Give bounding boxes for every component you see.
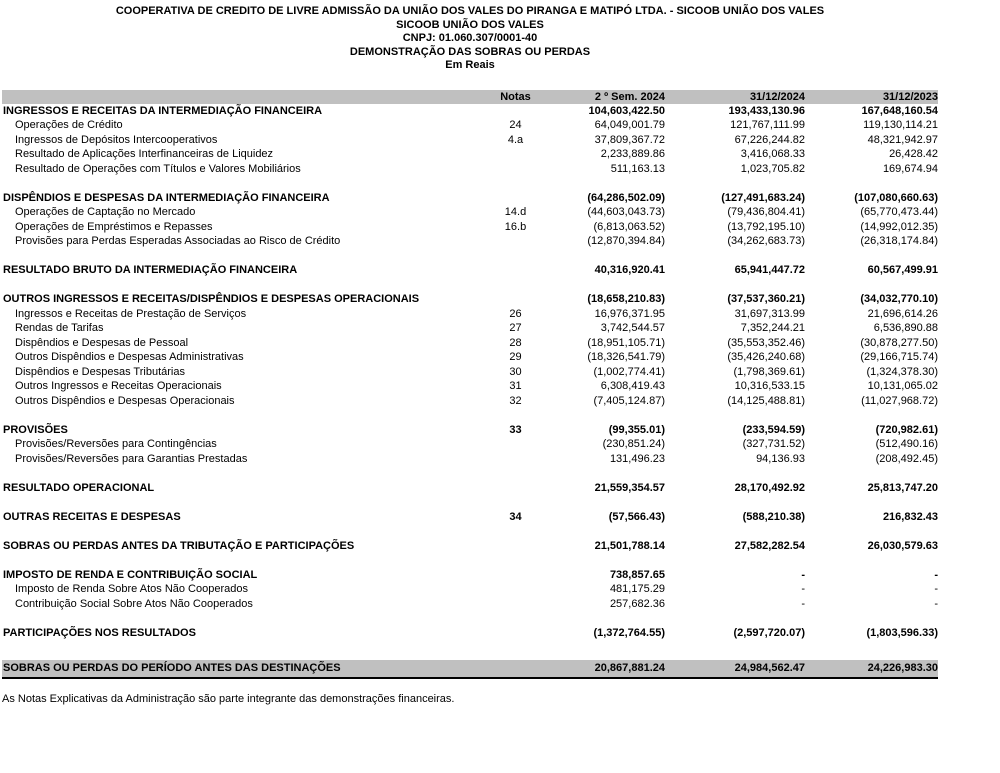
table-header-row xyxy=(2,90,938,104)
row-label: RESULTADO OPERACIONAL xyxy=(3,481,155,494)
row-label: INGRESSOS E RECEITAS DA INTERMEDIAÇÃO FINANCEIRA xyxy=(3,104,323,117)
table-row xyxy=(2,234,938,249)
table-row xyxy=(2,437,938,452)
income-statement-table xyxy=(2,90,938,680)
row-value-2023: 60,567,499.91 xyxy=(867,264,938,277)
row-value-2023: - xyxy=(934,568,938,581)
row-value-2023: 6,536,890.88 xyxy=(873,322,938,335)
row-nota xyxy=(463,660,568,677)
row-value-sem2024: 37,809,367.72 xyxy=(594,133,665,146)
row-value-sem2024: (18,951,105.71) xyxy=(587,336,665,349)
row-label: Resultado de Aplicações Interfinanceiras de Liquidez xyxy=(15,148,274,161)
table-row xyxy=(2,336,938,351)
row-value-2023: 167,648,160.54 xyxy=(861,104,938,117)
row-nota: 26 xyxy=(509,307,522,320)
row-label: Provisões/Reversões para Contingências xyxy=(15,438,217,451)
column-header-31-12-2023: 31/12/2023 xyxy=(882,90,938,103)
row-value-sem2024: 131,496.23 xyxy=(609,452,665,465)
table-row xyxy=(2,220,938,235)
table-row xyxy=(2,582,938,597)
row-value-sem2024: 2,233,889.86 xyxy=(600,148,665,161)
row-value-2024: 3,416,068.33 xyxy=(740,148,805,161)
table-row xyxy=(2,205,938,220)
row-nota: 4.a xyxy=(507,133,524,146)
trade-name-line: SICOOB UNIÃO DOS VALES xyxy=(396,18,544,31)
row-label: Imposto de Renda Sobre Atos Não Cooperados xyxy=(15,583,248,596)
row-nota xyxy=(463,568,568,583)
table-row xyxy=(2,292,938,307)
row-value-2024: (34,262,683.73) xyxy=(727,235,805,248)
row-value-2024: - xyxy=(801,568,805,581)
table-row xyxy=(2,481,938,496)
table-row xyxy=(2,133,938,148)
row-nota: 33 xyxy=(509,423,522,436)
table-section xyxy=(2,104,938,177)
company-name-line: COOPERATIVA DE CREDITO DE LIVRE ADMISSÃO DA UNIÃO DOS VALES DO PIRANGA E MATIPÓ LTDA. - SICOOB UNIÃO DOS VALES xyxy=(115,5,825,17)
row-value-2023: (208,492.45) xyxy=(875,452,938,465)
row-value-2024: (37,537,360.21) xyxy=(727,293,805,306)
currency-unit-line: Em Reais xyxy=(445,59,495,72)
row-value-sem2024: 738,857.65 xyxy=(609,568,665,581)
row-nota: 32 xyxy=(509,394,522,407)
row-value-sem2024: 481,175.29 xyxy=(609,583,665,596)
row-value-sem2024: (7,405,124.87) xyxy=(593,394,665,407)
row-nota xyxy=(463,481,568,496)
table-row xyxy=(2,510,938,525)
row-nota: 24 xyxy=(509,119,522,132)
row-value-2023: (1,324,378.30) xyxy=(866,365,938,378)
row-value-2023: (14,992,012.35) xyxy=(860,220,938,233)
row-value-sem2024: (1,372,764.55) xyxy=(593,626,665,639)
row-nota xyxy=(463,597,568,612)
row-value-sem2024: 511,163.13 xyxy=(610,162,665,175)
row-value-2023: 169,674.94 xyxy=(882,162,938,175)
row-value-2024: (79,436,804.41) xyxy=(727,206,805,219)
row-value-2024: (2,597,720.07) xyxy=(733,626,805,639)
row-value-sem2024: (1,002,774.41) xyxy=(593,365,665,378)
table-section xyxy=(2,626,938,641)
row-value-2023: 26,428.42 xyxy=(889,148,938,161)
table-row xyxy=(2,597,938,612)
row-label: Ingressos de Depósitos Intercooperativos xyxy=(15,133,218,146)
row-label: Dispêndios e Despesas de Pessoal xyxy=(15,336,189,349)
row-value-2024: 10,316,533.15 xyxy=(734,380,805,393)
row-nota: 16.b xyxy=(504,220,527,233)
row-value-2023: 119,130,114.21 xyxy=(863,119,938,132)
row-value-2023: (1,803,596.33) xyxy=(866,626,938,639)
row-label: Outros Dispêndios e Despesas Operacionais xyxy=(15,394,235,407)
row-value-sem2024: (99,355.01) xyxy=(608,423,665,436)
row-value-sem2024: (18,326,541.79) xyxy=(587,351,665,364)
row-value-2024: (35,426,240.68) xyxy=(727,351,805,364)
row-value-sem2024: 257,682.36 xyxy=(609,597,665,610)
row-value-2023: (65,770,473.44) xyxy=(860,206,938,219)
row-value-2023: (30,878,277.50) xyxy=(860,336,938,349)
table-row xyxy=(2,568,938,583)
row-nota xyxy=(463,539,568,554)
table-row xyxy=(2,365,938,380)
row-nota xyxy=(463,104,568,119)
table-row xyxy=(2,539,938,554)
table-section xyxy=(2,481,938,496)
row-nota: 29 xyxy=(509,351,522,364)
table-row xyxy=(2,162,938,177)
row-label: OUTRAS RECEITAS E DESPESAS xyxy=(3,510,181,523)
row-value-2023: 216,832.43 xyxy=(882,510,938,523)
row-value-2024: 67,226,244.82 xyxy=(734,133,805,146)
row-label: SOBRAS OU PERDAS DO PERÍODO ANTES DAS DESTINAÇÕES xyxy=(3,662,341,675)
row-value-2024: - xyxy=(801,597,805,610)
row-value-sem2024: 16,976,371.95 xyxy=(594,307,665,320)
document-header xyxy=(2,0,938,73)
row-nota: 28 xyxy=(509,336,522,349)
row-value-sem2024: 21,559,354.57 xyxy=(594,481,665,494)
row-label: SOBRAS OU PERDAS ANTES DA TRIBUTAÇÃO E PARTICIPAÇÕES xyxy=(3,539,355,552)
row-label: OUTROS INGRESSOS E RECEITAS/DISPÊNDIOS E DESPESAS OPERACIONAIS xyxy=(3,293,420,306)
statement-title: DEMONSTRAÇÃO DAS SOBRAS OU PERDAS xyxy=(349,45,591,58)
row-value-sem2024: 3,742,544.57 xyxy=(600,322,665,335)
table-row xyxy=(2,394,938,409)
table-row xyxy=(2,350,938,365)
row-value-2024: 28,170,492.92 xyxy=(734,481,805,494)
column-header-sem2024: 2 º Sem. 2024 xyxy=(594,90,665,103)
row-value-sem2024: (230,851.24) xyxy=(602,438,665,451)
row-nota xyxy=(463,234,568,249)
row-value-2023: (11,027,968.72) xyxy=(861,394,938,407)
row-nota: 30 xyxy=(509,365,522,378)
table-section xyxy=(2,568,938,612)
row-nota xyxy=(463,162,568,177)
table-row xyxy=(2,452,938,467)
table-row xyxy=(2,321,938,336)
row-value-2023: 25,813,747.20 xyxy=(867,481,938,494)
column-header-31-12-2024: 31/12/2024 xyxy=(749,90,805,103)
table-row xyxy=(2,423,938,438)
row-label: Operações de Captação no Mercado xyxy=(15,206,196,219)
table-row xyxy=(2,147,938,162)
row-label: Outros Dispêndios e Despesas Administrativas xyxy=(15,351,244,364)
table-section xyxy=(2,191,938,249)
table-section xyxy=(2,423,938,467)
row-value-2024: (327,731.52) xyxy=(742,438,805,451)
grand-total-section xyxy=(2,660,938,679)
row-label: Outros Ingressos e Receitas Operacionais xyxy=(15,380,222,393)
row-value-2024: 65,941,447.72 xyxy=(734,264,805,277)
row-value-2024: (13,792,195.10) xyxy=(727,220,805,233)
row-value-2023: 24,226,983.30 xyxy=(867,662,938,675)
row-value-2024: 121,767,111.99 xyxy=(730,119,805,132)
row-value-sem2024: (18,658,210.83) xyxy=(587,293,665,306)
row-label: Provisões para Perdas Esperadas Associadas ao Risco de Crédito xyxy=(15,235,341,248)
row-value-2024: (35,553,352.46) xyxy=(727,336,805,349)
table-section xyxy=(2,263,938,278)
row-label: Ingressos e Receitas de Prestação de Serviços xyxy=(15,307,247,320)
row-label: Provisões/Reversões para Garantias Prestadas xyxy=(15,452,248,465)
row-value-sem2024: 104,603,422.50 xyxy=(588,104,665,117)
row-value-2024: 193,433,130.96 xyxy=(728,104,805,117)
row-value-2024: 1,023,705.82 xyxy=(740,162,805,175)
row-value-2023: 10,131,065.02 xyxy=(867,380,938,393)
row-nota: 14.d xyxy=(504,206,527,219)
table-row xyxy=(2,307,938,322)
row-value-2024: (1,798,369.61) xyxy=(733,365,805,378)
row-value-2024: 7,352,244.21 xyxy=(740,322,805,335)
row-value-2023: (512,490.16) xyxy=(875,438,938,451)
row-nota xyxy=(463,191,568,206)
table-row xyxy=(2,263,938,278)
row-value-2023: (26,318,174.84) xyxy=(860,235,938,248)
row-value-2023: 21,696,614.26 xyxy=(867,307,938,320)
row-value-sem2024: 20,867,881.24 xyxy=(594,662,665,675)
table-body xyxy=(2,104,938,641)
row-label: IMPOSTO DE RENDA E CONTRIBUIÇÃO SOCIAL xyxy=(3,568,258,581)
table-section xyxy=(2,510,938,525)
row-nota xyxy=(463,263,568,278)
row-value-sem2024: 6,308,419.43 xyxy=(600,380,665,393)
row-label: PARTICIPAÇÕES NOS RESULTADOS xyxy=(3,626,196,639)
row-nota: 31 xyxy=(509,380,522,393)
row-nota xyxy=(463,437,568,452)
row-value-2024: 94,136.93 xyxy=(756,452,805,465)
row-value-sem2024: (57,566.43) xyxy=(608,510,665,523)
row-nota xyxy=(463,582,568,597)
row-value-2024: 27,582,282.54 xyxy=(734,539,805,552)
notes-disclaimer: As Notas Explicativas da Administração são parte integrante das demonstrações financeiras. xyxy=(2,693,455,706)
row-label: PROVISÕES xyxy=(3,423,68,436)
row-value-2023: - xyxy=(934,583,938,596)
row-value-2024: (233,594.59) xyxy=(742,423,805,436)
row-value-2024: (588,210.38) xyxy=(742,510,805,523)
row-nota: 27 xyxy=(509,322,522,335)
row-label: DISPÊNDIOS E DESPESAS DA INTERMEDIAÇÃO FINANCEIRA xyxy=(3,191,330,204)
table-row xyxy=(2,104,938,119)
row-value-2024: (14,125,488.81) xyxy=(727,394,805,407)
column-header-notas: Notas xyxy=(500,90,531,103)
row-value-sem2024: 21,501,788.14 xyxy=(594,539,665,552)
row-nota xyxy=(463,626,568,641)
row-value-sem2024: (64,286,502.09) xyxy=(587,191,665,204)
row-value-2023: 26,030,579.63 xyxy=(867,539,938,552)
row-value-2024: 24,984,562.47 xyxy=(734,662,805,675)
row-value-2023: (107,080,660.63) xyxy=(854,191,938,204)
row-nota: 34 xyxy=(509,510,522,523)
row-nota xyxy=(463,147,568,162)
table-row xyxy=(2,118,938,133)
table-section xyxy=(2,539,938,554)
table-section xyxy=(2,292,938,408)
row-value-2024: - xyxy=(801,583,805,596)
row-label: Operações de Crédito xyxy=(15,119,123,132)
row-value-sem2024: (12,870,394.84) xyxy=(587,235,665,248)
row-value-2023: (720,982.61) xyxy=(875,423,938,436)
row-value-2024: (127,491,683.24) xyxy=(721,191,805,204)
row-nota xyxy=(463,292,568,307)
row-label: Contribuição Social Sobre Atos Não Cooperados xyxy=(15,597,253,610)
grand-total-row xyxy=(2,660,938,679)
row-label: Resultado de Operações com Títulos e Valores Mobiliários xyxy=(15,162,301,175)
table-row xyxy=(2,191,938,206)
row-value-2024: 31,697,313.99 xyxy=(734,307,805,320)
table-row xyxy=(2,379,938,394)
row-value-sem2024: 64,049,001.79 xyxy=(594,119,665,132)
row-value-sem2024: (44,603,043.73) xyxy=(587,206,665,219)
row-label: Rendas de Tarifas xyxy=(15,322,104,335)
table-row xyxy=(2,626,938,641)
row-value-2023: 48,321,942.97 xyxy=(867,133,938,146)
row-value-2023: - xyxy=(934,597,938,610)
row-label: Operações de Empréstimos e Repasses xyxy=(15,220,213,233)
cnpj-line: CNPJ: 01.060.307/0001-40 xyxy=(402,32,538,45)
row-label: RESULTADO BRUTO DA INTERMEDIAÇÃO FINANCEIRA xyxy=(3,264,298,277)
row-value-2023: (34,032,770.10) xyxy=(860,293,938,306)
row-value-2023: (29,166,715.74) xyxy=(860,351,938,364)
row-value-sem2024: (6,813,063.52) xyxy=(593,220,665,233)
row-label: Dispêndios e Despesas Tributárias xyxy=(15,365,185,378)
row-nota xyxy=(463,452,568,467)
row-value-sem2024: 40,316,920.41 xyxy=(594,264,665,277)
